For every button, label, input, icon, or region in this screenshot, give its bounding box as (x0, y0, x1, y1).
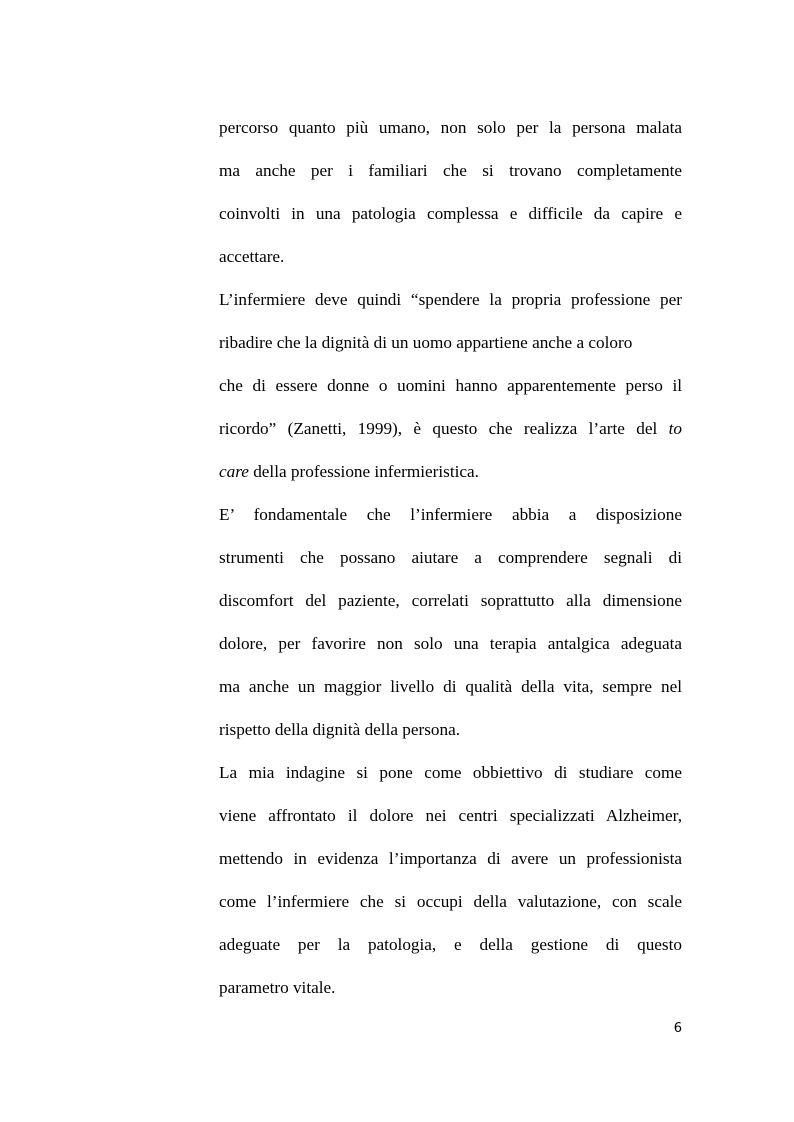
text-line: parametro vitale. (219, 978, 336, 997)
italic-term: care (219, 462, 249, 481)
page-number: 6 (673, 1021, 682, 1036)
text-line-with-italic (219, 450, 682, 493)
body-text (219, 106, 682, 1009)
text-line: E’ fondamentale che l’infermiere abbia a disposizione (219, 505, 682, 524)
text-line: percorso quanto più umano, non solo per la persona malata (219, 118, 682, 137)
text-line: ribadire che la dignità di un uomo appartiene anche a coloro (219, 333, 633, 352)
text-line: strumenti che possano aiutare a comprendere segnali di (219, 548, 682, 567)
text-line: viene affrontato il dolore nei centri specializzati Alzheimer, (219, 806, 682, 825)
line-text-pre: ricordo” (Zanetti, 1999), è questo che realizza l’arte del (219, 419, 669, 438)
text-line: discomfort del paziente, correlati soprattutto alla dimensione (219, 591, 682, 610)
text-line: ma anche un maggior livello di qualità della vita, sempre nel (219, 677, 682, 696)
text-line: La mia indagine si pone come obbiettivo di studiare come (219, 763, 682, 782)
text-line: mettendo in evidenza l’importanza di avere un professionista (219, 849, 682, 868)
text-line: ma anche per i familiari che si trovano completamente (219, 161, 682, 180)
text-line: accettare. (219, 247, 285, 266)
line-text-post: della professione infermieristica. (248, 462, 479, 481)
text-line: rispetto della dignità della persona. (219, 720, 461, 739)
text-line: come l’infermiere che si occupi della valutazione, con scale (219, 892, 682, 911)
text-line-with-italic (219, 407, 682, 450)
text-line: coinvolti in una patologia complessa e difficile da capire e (219, 204, 682, 223)
text-line: dolore, per favorire non solo una terapia antalgica adeguata (219, 634, 682, 653)
text-line: adeguate per la patologia, e della gestione di questo (219, 935, 682, 954)
italic-term: to (668, 419, 682, 438)
text-line: L’infermiere deve quindi “spendere la propria professione per (219, 290, 682, 309)
text-line: che di essere donne o uomini hanno apparentemente perso il (219, 376, 682, 395)
